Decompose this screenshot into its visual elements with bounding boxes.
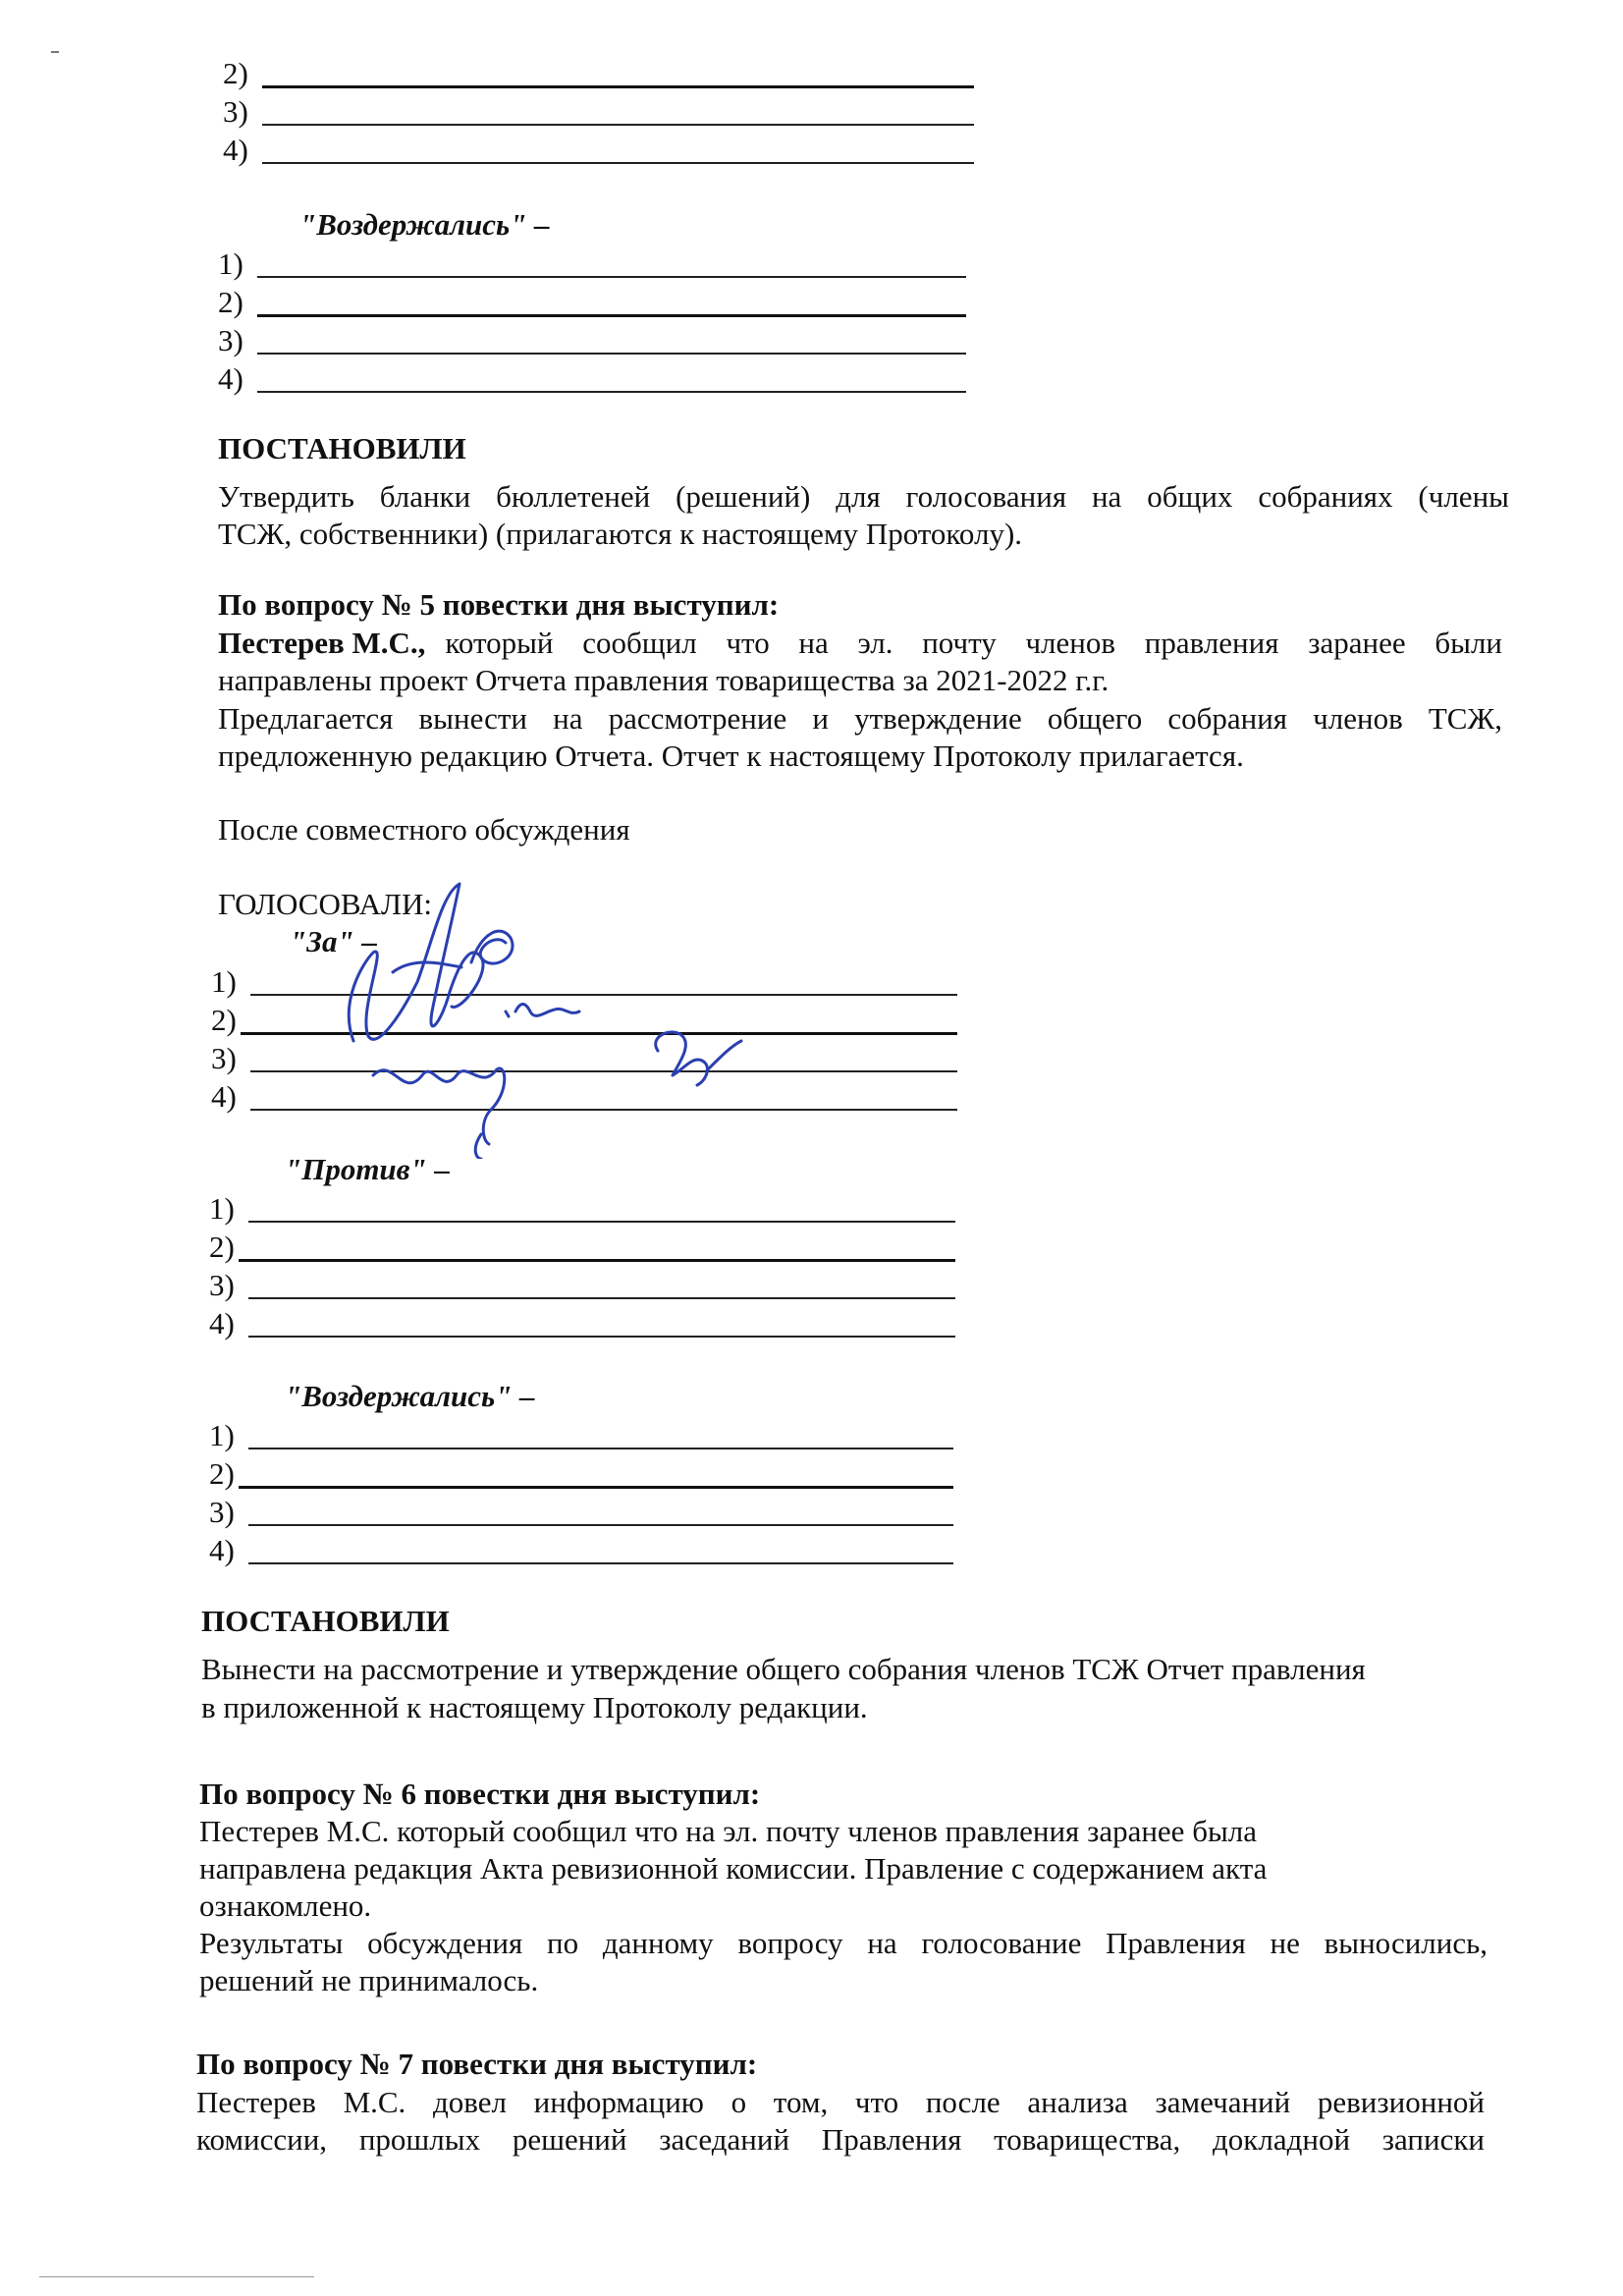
question-text: Пестерев М.С. довел информацию о том, что после анализа замечаний ревизионной <box>196 2085 1485 2119</box>
resolution-text: в приложенной к настоящему Протоколу редакции. <box>201 1690 868 1724</box>
blank-line <box>239 1486 953 1489</box>
question-heading: По вопросу № 5 повестки дня выступил: <box>218 587 780 622</box>
resolution-text: Утвердить бланки бюллетеней (решений) для голосования на общих собраниях (члены <box>218 479 1509 514</box>
blank-line <box>248 1221 955 1223</box>
speaker-text: который сообщил что на эл. почту членов правления заранее были <box>445 626 1502 660</box>
handwritten-signatures <box>334 864 785 1159</box>
question-text: направлена редакция Акта ревизионной комиссии. Правление с содержанием акта <box>199 1851 1268 1886</box>
blank-line <box>262 85 974 88</box>
resolution-text: ТСЖ, собственники) (прилагаются к настоящему Протоколу). <box>218 517 1023 551</box>
vote-row <box>218 284 966 321</box>
row-number: 4) <box>223 133 248 167</box>
vote-row <box>209 1417 953 1454</box>
row-number: 2) <box>211 1003 237 1037</box>
blank-line <box>257 353 966 355</box>
row-number: 4) <box>209 1533 235 1567</box>
row-number: 2) <box>223 56 248 90</box>
vote-row <box>218 322 966 359</box>
abstained-label: "Воздержались" – <box>285 1379 535 1413</box>
blank-line <box>248 1524 953 1526</box>
vote-row <box>209 1190 955 1228</box>
blank-line <box>248 1562 953 1564</box>
row-number: 4) <box>211 1079 237 1114</box>
row-number: 3) <box>223 94 248 129</box>
row-number: 1) <box>218 246 243 281</box>
vote-row <box>209 1305 955 1342</box>
against-label: "Против" – <box>285 1152 450 1186</box>
question-text: комиссии, прошлых решений заседаний Правления товарищества, докладной записки <box>196 2122 1485 2157</box>
scan-speck <box>51 51 59 53</box>
vote-row <box>209 1494 953 1531</box>
voted-label: ГОЛОСОВАЛИ: <box>218 887 432 921</box>
resolution-text: Вынести на рассмотрение и утверждение общего собрания членов ТСЖ Отчет правления <box>201 1652 1366 1686</box>
row-number: 1) <box>209 1418 235 1452</box>
blank-line <box>257 276 966 278</box>
row-number: 4) <box>218 361 243 396</box>
row-number: 3) <box>211 1041 237 1075</box>
row-number: 1) <box>209 1191 235 1226</box>
question-text: направлены проект Отчета правления товарищества за 2021-2022 г.г. <box>218 663 1109 697</box>
blank-line <box>248 1297 955 1299</box>
scan-edge-line <box>39 2276 314 2277</box>
row-number: 2) <box>209 1456 235 1491</box>
blank-line <box>262 124 974 126</box>
resolution-heading: ПОСТАНОВИЛИ <box>218 431 466 465</box>
row-number: 2) <box>209 1230 235 1264</box>
question-heading: По вопросу № 7 повестки дня выступил: <box>196 2047 758 2081</box>
row-number: 3) <box>209 1268 235 1302</box>
vote-row <box>223 93 974 131</box>
vote-row <box>223 55 974 92</box>
vote-row <box>223 132 974 169</box>
blank-line <box>262 162 974 164</box>
resolution-heading: ПОСТАНОВИЛИ <box>201 1604 450 1638</box>
blank-line <box>257 314 966 317</box>
question-text: Предлагается вынести на рассмотрение и утверждение общего собрания членов ТСЖ, <box>218 701 1502 736</box>
row-number: 2) <box>218 285 243 319</box>
speaker-name: Пестерев М.С., <box>218 626 426 660</box>
question-text: ознакомлено. <box>199 1888 372 1923</box>
vote-row <box>209 1267 955 1304</box>
discussion-text: После совместного обсуждения <box>218 812 630 847</box>
vote-row <box>209 1229 955 1266</box>
question-text: предложенную редакцию Отчета. Отчет к настоящему Протоколу прилагается. <box>218 738 1244 773</box>
vote-row <box>209 1455 953 1493</box>
vote-row <box>209 1532 953 1569</box>
for-label: "За" – <box>290 924 377 958</box>
speaker-line <box>218 625 1502 662</box>
vote-row <box>218 246 966 283</box>
abstained-label: "Воздержались" – <box>299 207 550 242</box>
question-text: решений не принималось. <box>199 1963 539 1997</box>
question-text: Пестерев М.С. который сообщил что на эл. почту членов правления заранее была <box>199 1814 1258 1848</box>
row-number: 3) <box>209 1495 235 1529</box>
blank-line <box>248 1448 953 1449</box>
row-number: 3) <box>218 323 243 357</box>
blank-line <box>257 391 966 393</box>
row-number: 1) <box>211 964 237 999</box>
row-number: 4) <box>209 1306 235 1340</box>
vote-row <box>218 360 966 398</box>
question-text: Результаты обсуждения по данному вопросу на голосование Правления не выносились, <box>199 1926 1488 1960</box>
blank-line <box>248 1336 955 1338</box>
blank-line <box>239 1259 955 1262</box>
question-heading: По вопросу № 6 повестки дня выступил: <box>199 1777 761 1811</box>
